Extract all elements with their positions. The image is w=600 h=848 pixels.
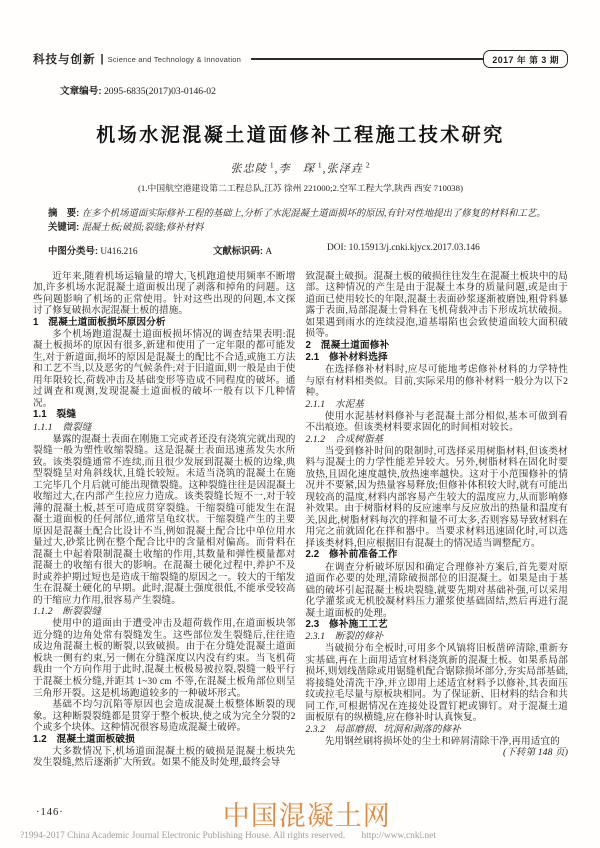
paragraph: 当破损分布全板时,可用多个风镐将旧板凿碎清除,重新夯实基础,再在上面用适宜材料浇筑新的混凝土板。如果系局部损坏,则划线凿除或用锯缝机配合锯除损坏部分,夯实局部基础,将接缝处清洗干净,并立即用上述适宜材料予以修补,其表面压纹或拉毛尽量与原板块相同。为了保证新、旧材料的结合和共同工作,可根据情况在连接处设置钉耙或铆钉。对于混凝土道面板原有的纵横缝,应在修补时认真恢复。 [305,643,568,724]
paragraph: 多个机场跑道混凝土道面板损坏情况的调查结果表明:混凝土板损坏的原因有很多,新建和使用了一定年限的都可能发生,对于新道面,损坏的原因是混凝土的配比不合适,或施工方法和工艺不当,以及恶劣的气候条件;对于旧道面,则一般是由于使用年限较长,荷载冲击及基础变形等造成不同程度的破坏。通过调查和观测,发现混凝土道面板的破坏一般有以下几种情况。 [33,328,296,409]
abstract-label: 摘 要: [48,207,80,218]
section-heading: 1 混凝土道面板损坏原因分析 [33,316,166,328]
meta-row [48,243,568,257]
author-affiliation-sup: 2 [362,160,371,170]
copyright-text: ?1994-2017 China Academic Journal Electronic Publishing House. All rights reserved. [20,831,346,841]
body-columns [33,271,568,769]
watermark-text: 中国混凝土网 [222,801,391,831]
article-number-value: 2095-6835(2017)03-0146-02 [103,86,216,97]
author-name: 张忠陵 [230,163,267,175]
journal-name-separator: | [100,53,104,65]
subsubsection-heading: 2.1.1 水泥基 [305,398,364,410]
section-heading: 2 混凝土道面修补 [305,339,390,351]
clc-value: U416.216 [100,246,138,257]
doi-label: DOI: [327,242,347,253]
subsubsection-heading: 2.3.1 断裂的修补 [305,631,384,643]
paragraph: 基础不均匀沉陷等原因也会造成混凝土板整体断裂的现象。这种断裂裂缝都是贯穿于整个板块,使之成为完全分裂的2个或多个块体。这种情况很容易造成混凝土破碎。 [33,699,296,734]
authors-line: 张忠陵 $^1$,李 琛 $^1$,张泽垚 $^2$ [230,160,371,175]
subsection-heading: 2.3 修补施工工艺 [305,619,388,631]
article-number-label: 文章编号: [60,86,102,97]
paragraph-continuation: 致混凝土破损。混凝土板的破损往往发生在混凝土板块中的局部。这种情况的产生是由于混凝土本身的质量问题,或是由于道面已使用较长的年限,混凝土表面砂浆逐渐被磨蚀,粗骨料暴露于表面,局部混凝土骨料在飞机荷载冲击下形成坑状破损。如果遇到雨水的连续浸泡,道基塌陷也会致使道面较大面积破损等。 [305,270,568,340]
paragraph: 近年来,随着机场运输量的增大,飞机跑道使用频率不断增加,许多机场水泥混凝土道面板出现了剥落和掉角的问题。这些问题影响了机场的正常使用。针对这些出现的问题,本文探讨了修复破损水泥混凝土板的措施。 [33,270,296,317]
doi-item [327,243,568,257]
header-rule [251,58,483,59]
author-affiliation-sup: 1 [266,160,275,170]
article-number-line [60,83,568,97]
doc-code-value: A [265,246,273,257]
subsubsection-heading: 2.3.2 局部磨损、坑洞和剥落的修补 [305,723,461,735]
doi-value: 10.15913/j.cnki.kjycx.2017.03.146 [348,242,480,253]
keywords-label: 关键词: [48,220,80,232]
body-left-column [33,271,296,769]
author-name: 李 琛 [278,163,315,175]
subsection-heading: 2.2 修补前准备工作 [305,549,398,561]
page-number: ·146· [36,807,64,818]
affiliation: (1.中国航空港建设第二工程总队,江苏 徐州 221000;2.空军工程大学,陕西 西安 710038) [138,183,463,193]
copyright-url: http://www.cnki.net [361,831,436,841]
keywords-text: 混凝土板;破损;裂缝;修补材料 [81,222,204,233]
clc-item [48,243,213,257]
paragraph: 当受到修补时间的限制时,可选择采用树脂材料,但该类材料与混凝土的力学性能差异较大。另外,树脂材料在固化时要放热,且固化速度越快,放热速率越快。这对于小范围修补的情况并不要紧,因为热量容易释放;但修补体积较大时,就有可能出现较高的温度,材料内部容易产生较大的温度应力,从而影响修补效果。由于树脂材料的反应速率与反应放出的热量和温度有关,因此,树脂材料每次的拌和量不可太多,否则容易导致材料在用完之前就固化在拌和器中。当要求材料迅速固化时,可以选择该类材料,但应根据旧有混凝土的情况适当调整配方。 [305,445,568,549]
body-right-column [306,271,569,769]
abstract-line [48,207,568,221]
abstract-text: 在多个机场道面实际修补工程的基础上,分析了水泥混凝土道面损坏的原因,有针对性地提出了修复的材料和工艺。 [81,209,546,219]
page-title: 机场水泥混凝土道面修补工程施工技术研究 [96,125,505,146]
subsubsection-heading: 1.1.1 微裂缝 [33,421,92,433]
doc-code-item [213,243,327,257]
subsubsection-heading: 1.1.2 断裂裂缝 [33,606,102,618]
paragraph: 在选择修补材料时,应尽可能地考虑修补材料的力学特性与原有材料相类似。目前,实际采用的修补材料一般分为以下2种。 [305,364,568,399]
subsection-heading: 2.1 修补材料选择 [305,351,388,363]
abstract-block [48,207,568,235]
subsubsection-heading: 2.1.2 合成树脂基 [305,433,384,445]
paragraph: 先用钢丝刷将损坏处的尘土和碎屑清除干净,再用适宜的 [324,735,560,747]
journal-header [33,50,568,68]
doc-code-label: 文献标识码: [213,244,263,256]
clc-label: 中图分类号: [48,244,98,256]
paragraph: 在调查分析破坏原因和确定合理修补方案后,首先要对原道面作必要的处理,清除破损部位的旧混凝土。如果是由于基础的破坏引起混凝土板块裂缝,就要先期对基础补强,可以采用化学灌浆或无机胶凝材料压力灌浆使基础固结,然后再进行混凝土道面板的处理。 [305,561,568,619]
issue-badge: 2017 年 第 3 期 [483,50,568,68]
author-name: 张泽垚 [326,163,363,175]
paragraph: 使用中的道面由于遭受冲击及超荷载作用,在道面板块邻近分缝的边角处常有裂缝发生。这些部位发生裂缝后,往往造成边角混凝土板的断裂,以致破损。由于在分缝处混凝土道面板块一侧有约束,另一侧在分缝深度以内没有约束。当飞机荷载由一个方向作用于此时,混凝土板极易被拉裂,裂缝一般平行于混凝土板分缝,并距其 1~30 cm 不等,在混凝土板角部位则呈三角形开裂。这是机场跑道较多的一种破坏形式。 [33,618,296,699]
paragraph: 大多数情况下,机场道面混凝土板的破损是混凝土板块先发生裂缝,然后逐渐扩大所致。如果不能及时处理,最终会导 [33,745,296,769]
subsection-heading: 1.1 裂缝 [33,409,77,421]
continued-on-note: (下转第 148 页) [502,747,568,759]
paragraph: 暴露的混凝土表面在刚施工完或者还没有浇筑完就出现的裂缝一般为塑性收缩裂缝。这是混凝土表面迅速蒸发失水所致。该类裂缝通常不连续,而且很少发展到混凝土板的边缘,典型裂缝呈对角斜线状,且缝长较短。未适当浇筑的混凝土在施工完毕几个月后就可能出现微裂缝。这种裂缝往往是因混凝土收缩过大,在内部产生拉应力造成。该类裂缝长短不一,对于较薄的混凝土板,甚至可造成贯穿裂缝。干缩裂缝可能发生在混凝土道面板的任何部位,通常呈龟纹状。干缩裂缝产生的主要原因是混凝土配合比设计不当,例如混凝土配合比中单位用水量过大,砂浆比例在整个配合比中的含量相对偏高。而骨料在混凝土中起着限制混凝土收缩的作用,其数量和弹性模量都对混凝土的收缩有很大的影响。在混凝土硬化过程中,养护不及时或养护期过短也是造成干缩裂缝的原因之一。较大的干缩发生在混凝土硬化的早期。此时,混凝土强度很低,不能承受较高的干缩应力作用,很容易产生裂缝。 [33,433,296,606]
copyright-line [20,831,590,841]
paragraph: 使用水泥基材料修补与老混凝土部分相似,基本可做到看不出痕迹。但该类材料要求固化的时间相对较长。 [305,410,568,434]
journal-name-en: Science and Technology & Innovation [107,54,242,64]
keywords-line [48,221,568,235]
subsection-heading: 1.2 混凝土道面板破损 [33,733,135,745]
journal-name-cn: 科技与创新 [33,54,96,66]
author-affiliation-sup: 1 [314,160,323,170]
